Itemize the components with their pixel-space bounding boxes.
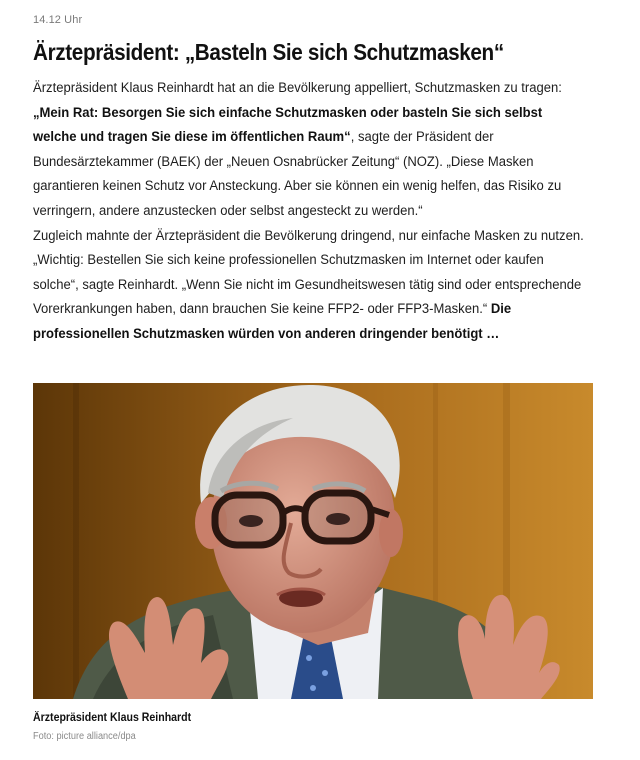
article-body	[33, 76, 585, 347]
article-photo[interactable]	[33, 383, 593, 699]
paragraph-1-rest: , sagte der Präsident der Bundesärztekammer (BAEK) der „Neuen Osnabrücker Zeitung“ (NOZ). „Diese Masken garantieren keinen Schutz vor Ansteckung. Aber sie können ein wenig helfen, das Risiko zu verringern, andere anzustecken oder selbst angesteckt zu werden.“	[33, 129, 562, 219]
portrait-illustration	[33, 383, 593, 699]
paragraph-2-bold: Die professionellen Schutzmasken würden von anderen dringender benötigt …	[33, 301, 512, 342]
paragraph-2-text: Zugleich mahnte der Ärztepräsident die Bevölkerung dringend, nur einfache Masken zu nutzen. „Wichtig: Bestellen Sie sich keine professionellen Schutzmasken im Internet oder kaufen solche“, sagte Reinhardt. „Wenn Sie nicht im Gesundheitswesen tätig sind oder entsprechende Vorerkrankungen haben, dann brauchen Sie keine FFP2- oder FFP3-Masken.“	[33, 227, 584, 318]
eye-left	[239, 515, 263, 527]
tie-pattern	[322, 670, 328, 676]
eye-right	[326, 513, 350, 525]
photo-caption: Ärztepräsident Klaus Reinhardt	[33, 712, 192, 724]
tie-pattern	[306, 655, 312, 661]
tie-pattern	[310, 685, 316, 691]
photo-credit: Foto: picture alliance/dpa	[33, 731, 136, 742]
headline[interactable]: Ärztepräsident: „Basteln Sie sich Schutzmasken“	[33, 39, 504, 65]
ear-right	[379, 509, 403, 557]
background-panel	[73, 383, 79, 699]
paragraph-1-quote: „Mein Rat: Besorgen Sie sich einfache Schutzmasken oder basteln Sie sich selbst welche und tragen Sie diese im öffentlichen Raum“	[33, 104, 543, 146]
paragraph-1-intro: Ärztepräsident Klaus Reinhardt hat an die Bevölkerung appelliert, Schutzmasken zu tragen:	[33, 80, 562, 96]
timestamp: 14.12 Uhr	[33, 14, 83, 26]
paragraph-2	[33, 224, 585, 347]
paragraph-1	[33, 76, 585, 224]
